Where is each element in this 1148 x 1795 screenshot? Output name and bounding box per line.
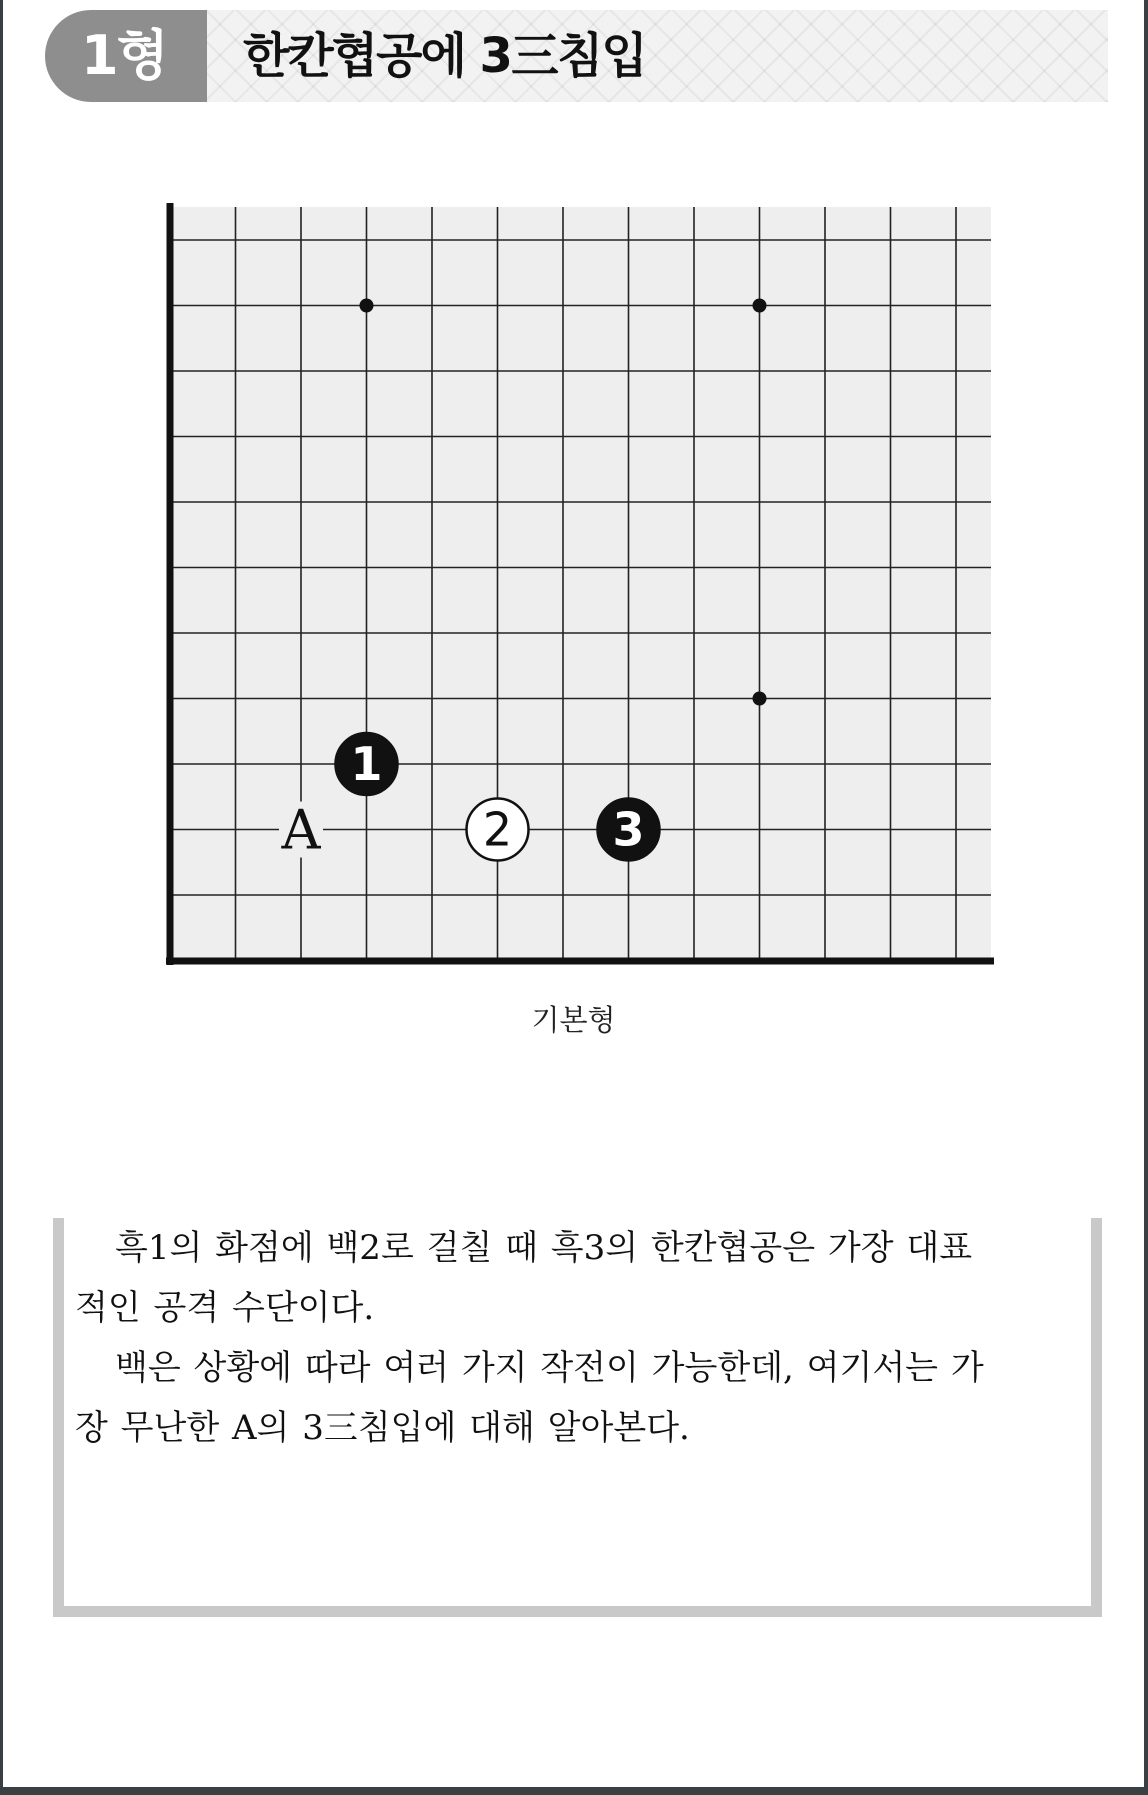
go-board-diagram (3, 0, 1144, 1000)
point-label-a: A (281, 798, 321, 862)
paragraph-1: 흑1의 화점에 백2로 걸칠 때 흑3의 한칸협공은 가장 대표적인 공격 수단이다. (75, 1228, 973, 1328)
stone-number-2: 2 (482, 802, 513, 857)
diagram-caption: 기본형 (531, 1003, 616, 1037)
paragraph-2: 백은 상황에 따라 여러 가지 작전이 가능한데, 여기서는 가장 무난한 A의 3三침입에 대해 알아본다. (75, 1348, 984, 1448)
star-point (753, 299, 767, 313)
star-point (753, 692, 767, 706)
page-title: 한칸협공에 3三침입 (243, 28, 646, 84)
stone-number-3: 3 (612, 802, 645, 857)
stone-number-1: 1 (350, 737, 383, 791)
star-point (360, 299, 374, 313)
page (3, 0, 1144, 1787)
pattern-number: 1형 (81, 24, 167, 87)
